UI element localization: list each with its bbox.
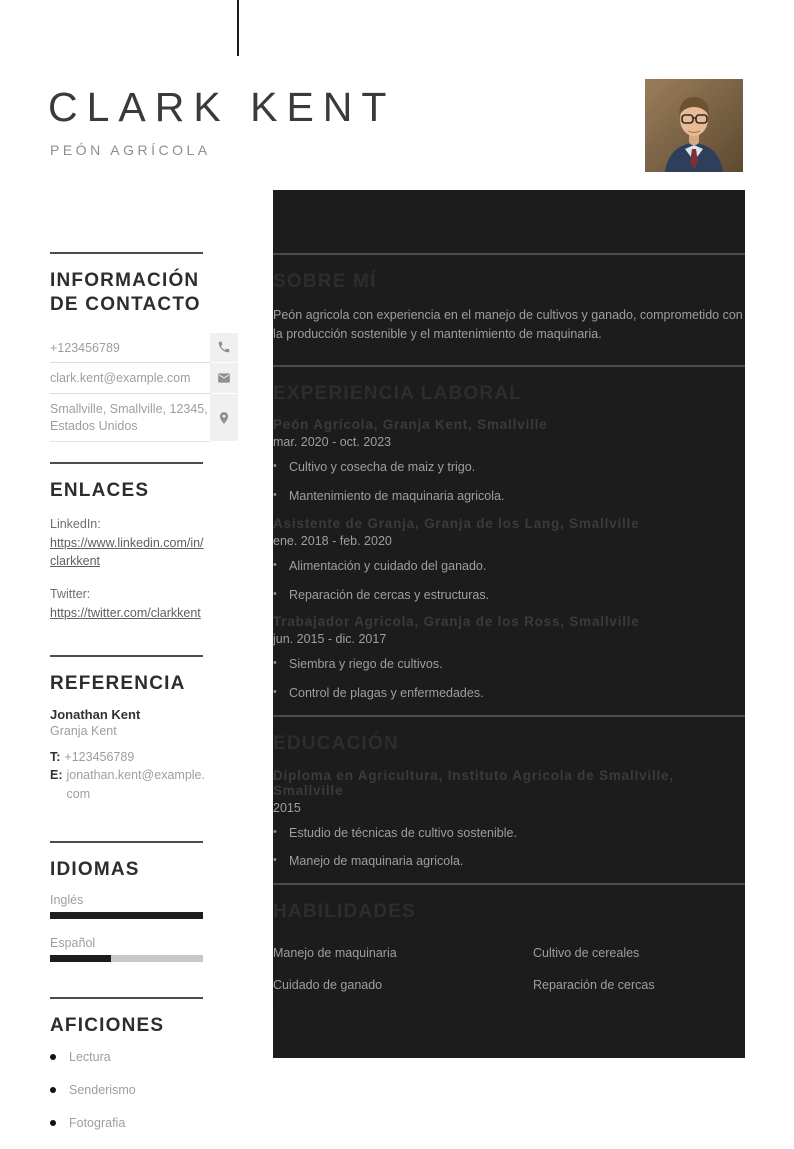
job-dates: mar. 2020 - oct. 2023 bbox=[273, 435, 392, 450]
bullet-text: Mantenimiento de maquinaria agricola. bbox=[289, 489, 505, 503]
skill-item bbox=[533, 946, 743, 972]
hobby-item bbox=[50, 1083, 238, 1097]
contact-rows bbox=[50, 333, 238, 443]
bullet-row bbox=[273, 824, 745, 843]
bullet-dot-icon: • bbox=[273, 587, 277, 600]
contact-row-phone bbox=[50, 333, 238, 364]
reference-email-line bbox=[50, 766, 210, 802]
skill-bar-fill bbox=[533, 965, 743, 972]
person-job-title: PEÓN AGRÍCOLA bbox=[50, 142, 211, 158]
about-text: Peón agricola con experiencia en el manejo de cultivos y ganado, comprometido con la producción sostenible y el mantenimiento de maquinaria. bbox=[273, 307, 743, 342]
mail-icon bbox=[210, 363, 238, 394]
section-divider bbox=[273, 365, 745, 367]
reference-heading: REFERENCIA bbox=[50, 672, 186, 694]
job-bullets bbox=[273, 458, 745, 506]
job-entry bbox=[273, 417, 745, 506]
bullet-text: Manejo de maquinaria agricola. bbox=[289, 854, 464, 869]
bullet-dot-icon: • bbox=[273, 825, 277, 838]
job-entry bbox=[273, 516, 745, 605]
bullet-text: Estudio de técnicas de cultivo sostenible. bbox=[289, 825, 517, 840]
phone-icon bbox=[210, 333, 238, 364]
reference-name: Jonathan Kent bbox=[50, 707, 141, 723]
language-item bbox=[50, 893, 238, 919]
section-divider bbox=[273, 883, 745, 885]
bullet-row bbox=[273, 852, 745, 871]
bullet-text: Siembra y riego de cultivos. bbox=[289, 657, 443, 672]
bullet-dot-icon: • bbox=[273, 657, 277, 670]
portrait-illustration bbox=[645, 79, 743, 172]
skill-bar-track bbox=[273, 965, 483, 972]
link-label: LinkedIn: bbox=[50, 516, 101, 531]
jobs-list bbox=[273, 417, 745, 703]
language-name: Inglés bbox=[50, 893, 84, 908]
bullet-dot-icon bbox=[50, 1087, 56, 1093]
skill-name: Cultivo de cereales bbox=[533, 945, 640, 960]
contact-row-email bbox=[50, 363, 238, 394]
section-divider bbox=[50, 655, 203, 657]
hobbies-heading: AFICIONES bbox=[50, 1015, 165, 1037]
bullet-dot-icon bbox=[50, 1120, 56, 1126]
reference-email-label: E: bbox=[50, 768, 63, 783]
job-title-line: Peón Agrícola, Granja Kent, Smallville bbox=[273, 417, 548, 433]
education-heading: EDUCACIÓN bbox=[273, 732, 399, 754]
languages-heading: IDIOMAS bbox=[50, 858, 140, 880]
hobbies-list bbox=[50, 1050, 238, 1130]
hobby-label: Fotografia bbox=[69, 1116, 126, 1131]
language-name: Español bbox=[50, 936, 96, 951]
main-column bbox=[273, 253, 745, 1004]
links-heading: ENLACES bbox=[50, 480, 150, 501]
bullet-row bbox=[273, 684, 745, 703]
skills-section bbox=[273, 883, 745, 1004]
bullet-row bbox=[273, 487, 745, 506]
bullet-text: Reparación de cercas y estructuras. bbox=[289, 587, 490, 602]
job-title-line: Asistente de Granja, Granja de los Lang, Smallville bbox=[273, 515, 640, 531]
bullet-dot-icon: • bbox=[273, 558, 277, 571]
section-divider bbox=[273, 715, 745, 717]
education-entry bbox=[273, 768, 745, 872]
skill-name: Reparación de cercas bbox=[533, 977, 655, 992]
skill-bar-fill bbox=[273, 965, 483, 972]
hobby-label: Senderismo bbox=[69, 1083, 136, 1098]
skills-grid bbox=[273, 946, 745, 1004]
bullet-dot-icon: • bbox=[273, 489, 277, 501]
contact-heading: INFORMACIÓN DE CONTACTO bbox=[50, 270, 201, 315]
bullet-text: Alimentación y cuidado del ganado. bbox=[289, 558, 487, 573]
reference-section bbox=[50, 655, 238, 841]
skill-item bbox=[533, 978, 743, 1004]
section-divider bbox=[50, 462, 203, 464]
language-bar-track bbox=[50, 912, 203, 919]
bullet-row bbox=[273, 655, 745, 674]
contact-address-value: Smallville, Smallville, 12345, Estados Unidos bbox=[50, 394, 210, 442]
links-list bbox=[50, 515, 238, 623]
bullet-text: Cultivo y cosecha de maiz y trigo. bbox=[289, 460, 476, 475]
education-bullets bbox=[273, 824, 745, 872]
bullet-text: Control de plagas y enfermedades. bbox=[289, 686, 484, 700]
person-name: CLARK KENT bbox=[48, 84, 396, 130]
contact-row-address bbox=[50, 394, 238, 442]
top-vertical-divider bbox=[237, 0, 239, 56]
section-divider bbox=[50, 841, 203, 843]
hobby-label: Lectura bbox=[69, 1050, 111, 1065]
reference-email-value[interactable]: jonathan.kent@example.com bbox=[66, 768, 205, 801]
languages-section bbox=[50, 841, 238, 998]
bullet-row bbox=[273, 557, 745, 576]
skill-bar-fill bbox=[533, 997, 743, 1004]
sidebar bbox=[50, 252, 238, 1149]
language-bar-fill bbox=[50, 955, 111, 962]
job-dates: jun. 2015 - dic. 2017 bbox=[273, 632, 387, 647]
reference-phone-value: +123456789 bbox=[64, 750, 135, 765]
language-bar-fill bbox=[50, 912, 203, 919]
job-bullets bbox=[273, 655, 745, 703]
job-title-line: Trabajador Agricola, Granja de los Ross, Smallville bbox=[273, 614, 640, 630]
language-bar-track bbox=[50, 955, 203, 962]
bullet-dot-icon: • bbox=[273, 854, 277, 867]
bullet-dot-icon bbox=[50, 1054, 56, 1060]
contact-phone-value: +123456789 bbox=[50, 333, 210, 364]
language-item bbox=[50, 936, 238, 962]
link-url[interactable]: https://www.linkedin.com/in/clarkkent bbox=[50, 535, 204, 569]
degree-title-line: Diploma en Agricultura, Instituto Agricola de Smallville, Smallville bbox=[273, 767, 674, 798]
link-url[interactable]: https://twitter.com/clarkkent bbox=[50, 605, 201, 620]
skill-name: Manejo de maquinaria bbox=[273, 945, 397, 960]
link-item bbox=[50, 515, 238, 571]
location-pin-icon bbox=[210, 394, 238, 442]
section-divider bbox=[50, 997, 203, 999]
link-label: Twitter: bbox=[50, 587, 91, 601]
skills-heading: HABILIDADES bbox=[273, 901, 417, 922]
profile-photo bbox=[645, 79, 743, 172]
skill-bar-track bbox=[273, 997, 483, 1004]
job-dates: ene. 2018 - feb. 2020 bbox=[273, 533, 392, 548]
section-divider bbox=[273, 253, 745, 255]
education-section bbox=[273, 715, 745, 871]
job-entry bbox=[273, 614, 745, 703]
section-divider bbox=[50, 252, 203, 254]
experience-heading: EXPERIENCIA LABORAL bbox=[273, 382, 523, 404]
reference-phone-line bbox=[50, 748, 210, 766]
skill-item bbox=[273, 946, 483, 972]
languages-list bbox=[50, 893, 238, 962]
link-item bbox=[50, 585, 238, 623]
hobby-item bbox=[50, 1050, 238, 1064]
contact-section bbox=[50, 252, 238, 462]
about-heading: SOBRE MÍ bbox=[273, 271, 377, 292]
bullet-dot-icon: • bbox=[273, 686, 277, 698]
hobbies-section bbox=[50, 997, 238, 1130]
hobby-item bbox=[50, 1116, 238, 1130]
bullet-row bbox=[273, 586, 745, 605]
bullet-row bbox=[273, 458, 745, 477]
skill-name: Cuidado de ganado bbox=[273, 977, 383, 992]
bullet-dot-icon: • bbox=[273, 460, 277, 473]
reference-phone-label: T: bbox=[50, 750, 61, 765]
skill-bar-track bbox=[533, 965, 743, 972]
job-bullets bbox=[273, 557, 745, 605]
skill-bar-track bbox=[533, 997, 743, 1004]
about-section bbox=[273, 253, 745, 345]
contact-email-value[interactable]: clark.kent@example.com bbox=[50, 363, 210, 394]
links-section bbox=[50, 462, 238, 655]
experience-section bbox=[273, 365, 745, 703]
degree-dates: 2015 bbox=[273, 800, 301, 815]
skill-bar-fill bbox=[273, 997, 483, 1004]
reference-company: Granja Kent bbox=[50, 724, 117, 739]
skill-item bbox=[273, 978, 483, 1004]
